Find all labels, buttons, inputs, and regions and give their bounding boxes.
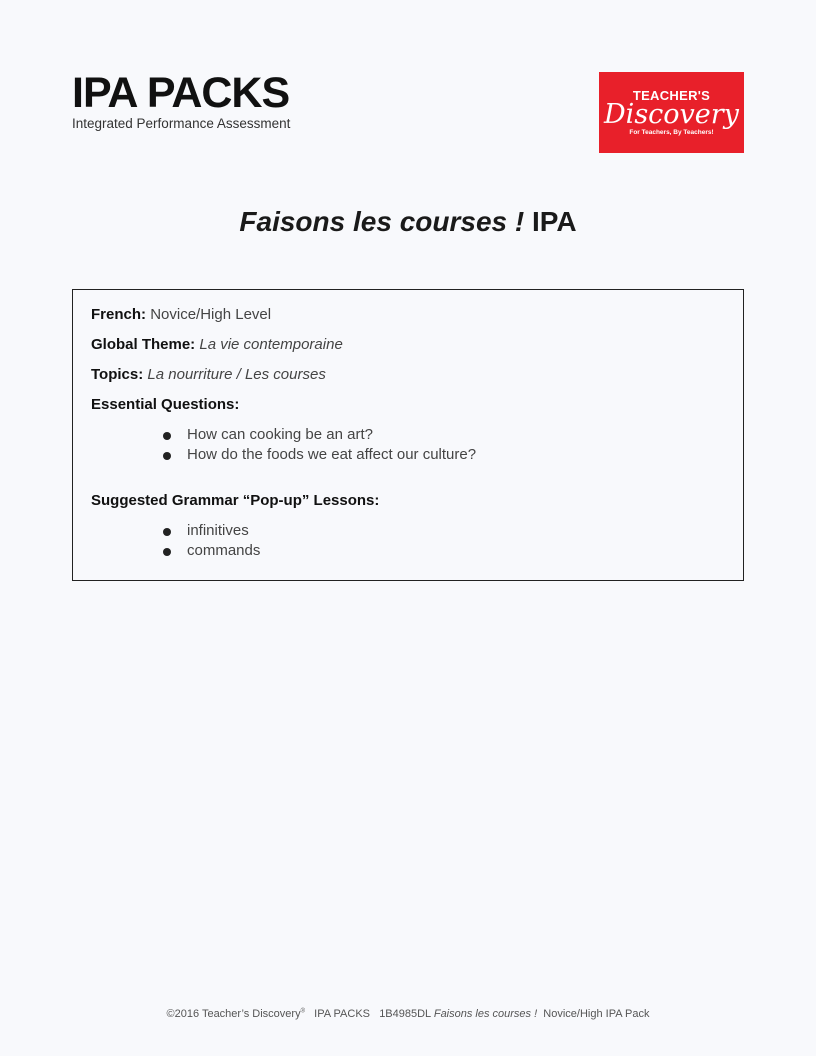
level-value: Novice/High Level <box>150 306 272 323</box>
teachers-discovery-logo <box>599 72 744 153</box>
list-item: commands <box>163 541 260 561</box>
questions-list <box>163 425 476 464</box>
theme-row <box>91 336 343 353</box>
topics-value: La nourriture / Les courses <box>147 366 326 383</box>
topics-label: Topics: <box>91 366 144 383</box>
brand-header <box>72 69 291 131</box>
theme-value: La vie contemporaine <box>199 336 343 353</box>
page-title-italic: Faisons les courses ! <box>239 206 525 237</box>
footer-title: Faisons les courses ! <box>433 1008 538 1020</box>
theme-label: Global Theme: <box>91 336 196 353</box>
brand-subtitle: Integrated Performance Assessment <box>72 116 291 131</box>
info-box <box>72 289 744 581</box>
footer-reg-mark: ® <box>300 1008 305 1015</box>
footer-copyright: ©2016 Teacher’s Discovery <box>166 1008 301 1020</box>
level-label: French: <box>91 306 147 323</box>
questions-row <box>91 396 239 413</box>
footer <box>0 1008 816 1020</box>
logo-tagline: For Teachers, By Teachers! <box>629 129 714 136</box>
brand-title: IPA PACKS <box>72 69 290 117</box>
page-title-plain: IPA <box>531 206 577 237</box>
footer-product: IPA PACKS <box>314 1008 371 1020</box>
footer-pack: Novice/High IPA Pack <box>543 1008 650 1020</box>
grammar-row <box>91 492 379 509</box>
level-row <box>91 306 271 323</box>
page-title <box>0 206 816 238</box>
logo-top-text: TEACHER'S <box>632 88 711 103</box>
grammar-label: Suggested Grammar “Pop-up” Lessons: <box>91 492 380 509</box>
list-item: How can cooking be an art? <box>163 425 476 445</box>
logo-main-text: Discovery <box>604 99 739 130</box>
grammar-list <box>163 521 260 560</box>
topics-row <box>91 366 326 383</box>
footer-code: 1B4985DL <box>379 1008 431 1020</box>
list-item: How do the foods we eat affect our culture? <box>163 445 476 465</box>
list-item: infinitives <box>163 521 260 541</box>
questions-label: Essential Questions: <box>91 396 240 413</box>
